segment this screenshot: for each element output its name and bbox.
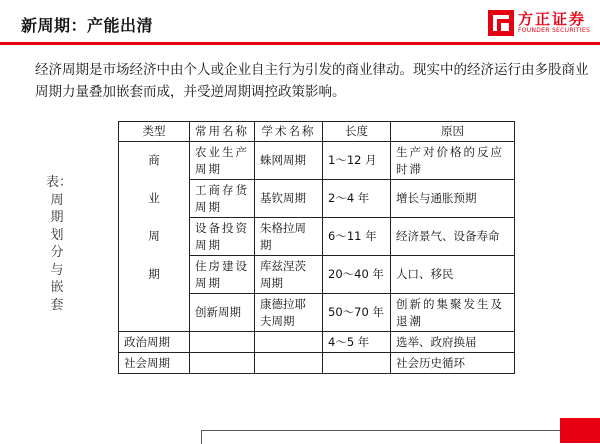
academic-name-cell: 库兹涅茨周期 [255, 256, 323, 294]
header-academic-name: 学术名称 [255, 122, 323, 142]
length-cell: 4～5 年 [323, 332, 391, 353]
common-name-cell [190, 332, 255, 353]
type-cell: 政治周期 [119, 332, 190, 353]
reason-cell: 社会历史循环 [391, 353, 515, 374]
table-row [119, 294, 515, 332]
table-row [119, 180, 515, 218]
length-cell: 20～40 年 [323, 256, 391, 294]
length-cell: 1～12 月 [323, 142, 391, 180]
intro-paragraph: 经济周期是市场经济中由个人或企业自主行为引发的商业律动。现实中的经济运行由多股商业周期力量叠加嵌套而成，并受逆周期调控政策影响。 [35, 62, 589, 100]
type-cell: 期 [119, 256, 190, 294]
length-cell: 6～11 年 [323, 218, 391, 256]
header-common-name: 常用名称 [190, 122, 255, 142]
common-name-cell: 设备投资周期 [190, 218, 255, 256]
common-name-cell [190, 353, 255, 374]
table-caption: 表：周期划分与嵌套 [46, 175, 73, 313]
table-row [119, 256, 515, 294]
academic-name-cell [255, 332, 323, 353]
common-name-cell: 工商存货周期 [190, 180, 255, 218]
reason-cell: 创新的集聚发生及退潮 [391, 294, 515, 332]
reason-cell: 经济景气、设备寿命 [391, 218, 515, 256]
common-name-cell: 住房建设周期 [190, 256, 255, 294]
reason-cell: 选举、政府换届 [391, 332, 515, 353]
brand-logo [488, 8, 598, 40]
table-row [119, 218, 515, 256]
founder-logo-icon [488, 10, 514, 36]
brand-name-en: FOUNDER SECURITIES [518, 27, 591, 34]
reason-cell: 增长与通胀预期 [391, 180, 515, 218]
table-row [119, 353, 515, 374]
brand-name-cn: 方正证券 [518, 10, 587, 28]
footer-divider [201, 430, 600, 444]
common-name-cell: 创新周期 [190, 294, 255, 332]
table-row [119, 332, 515, 353]
reason-cell: 生产对价格的反应时滞 [391, 142, 515, 180]
type-cell: 商 [119, 142, 190, 180]
page-title: 新周期：产能出清 [21, 16, 154, 35]
length-cell: 2～4 年 [323, 180, 391, 218]
header-length: 长度 [323, 122, 391, 142]
academic-name-cell: 蛛网周期 [255, 142, 323, 180]
header-reason: 原因 [391, 122, 515, 142]
academic-name-cell: 朱格拉周期 [255, 218, 323, 256]
cycle-table [118, 121, 515, 374]
type-cell: 社会周期 [119, 353, 190, 374]
length-cell [323, 353, 391, 374]
academic-name-cell: 康德拉耶夫周期 [255, 294, 323, 332]
reason-cell: 人口、移民 [391, 256, 515, 294]
corner-accent [560, 418, 600, 443]
academic-name-cell: 基钦周期 [255, 180, 323, 218]
academic-name-cell [255, 353, 323, 374]
type-cell: 业 [119, 180, 190, 218]
header-divider [0, 42, 600, 45]
table-header-row [119, 122, 515, 142]
type-cell [119, 294, 190, 332]
length-cell: 50～70 年 [323, 294, 391, 332]
header-type: 类型 [119, 122, 190, 142]
type-cell: 周 [119, 218, 190, 256]
common-name-cell: 农业生产周期 [190, 142, 255, 180]
table-row [119, 142, 515, 180]
